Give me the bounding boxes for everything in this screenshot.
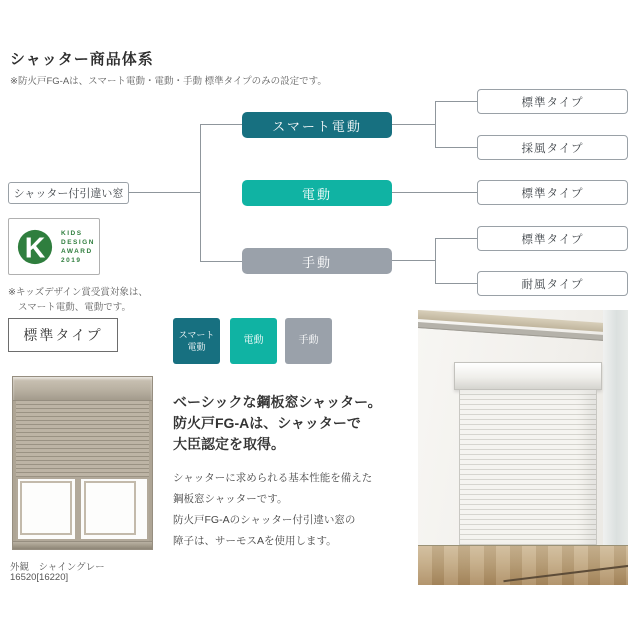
badge-electric (230, 318, 277, 364)
window-meeting-stile (75, 477, 81, 541)
body-line: シャッターに求められる基本性能を備えた (173, 472, 373, 484)
heading-line: 大臣認定を取得。 (173, 436, 285, 452)
body-line: 障子は、サーモスAを使用します。 (173, 535, 337, 547)
connector-line (435, 238, 477, 239)
diagram-root-node: シャッター付引違い窓 (8, 182, 129, 204)
diagram-branch-manual: 手動 (242, 248, 392, 274)
diagram-leaf-standard-type: 標準タイプ (477, 226, 628, 251)
standard-type-label: 標準タイプ (8, 318, 118, 352)
product-photo-shutter-window (5, 372, 160, 555)
shutter-rail-right (149, 401, 153, 547)
connector-line (200, 124, 242, 125)
shutter-box (454, 362, 602, 390)
page-title: シャッター商品体系 (10, 51, 154, 68)
award-logo-letter: K (24, 231, 46, 264)
shutter-box (12, 376, 153, 401)
product-photo-exterior (418, 310, 628, 585)
connector-line (435, 238, 436, 284)
connector-line (392, 192, 477, 193)
diagram-leaf-standard-type: 標準タイプ (477, 89, 628, 114)
body-line: 防火戸FG-Aのシャッター付引違い窓の (173, 514, 356, 526)
heading-line: ベーシックな鋼板窓シャッター。 (173, 394, 382, 410)
connector-line (435, 283, 477, 284)
connector-line (129, 192, 200, 193)
award-note-line2: スマート電動、電動です。 (18, 302, 132, 313)
heading-line: 防火戸FG-Aは、シャッターで (173, 415, 361, 431)
diagram-leaf-windresist-type: 耐風タイプ (477, 271, 628, 296)
photo-caption-size: 16520[16220] (10, 572, 69, 583)
connector-line (200, 124, 201, 262)
window-glass-strip (603, 310, 628, 553)
shutter-slats (15, 401, 150, 477)
award-logo-line: KIDS (61, 229, 83, 237)
connector-line (435, 101, 477, 102)
badge-smart-electric (173, 318, 220, 364)
window-sill (12, 541, 153, 550)
page-note: ※防火戸FG-Aは、スマート電動・電動・手動 標準タイプのみの設定です。 (10, 76, 327, 87)
photo-caption-color: 外観 シャイングレー (10, 562, 105, 573)
window-sash-left (20, 481, 72, 535)
section-body (173, 468, 372, 552)
connector-line (392, 124, 435, 125)
window-sash-right (84, 481, 136, 535)
shutter-slats (459, 390, 597, 548)
shutter-unit (12, 376, 153, 550)
connector-line (392, 260, 435, 261)
award-logo-line: 2019 (61, 256, 82, 264)
body-line: 鋼板窓シャッターです。 (173, 493, 288, 505)
section-heading (173, 392, 382, 455)
diagram-leaf-standard-type: 標準タイプ (477, 180, 628, 205)
badge-label: スマート (178, 330, 215, 340)
kids-design-award-badge (8, 218, 100, 275)
wood-deck (418, 545, 628, 585)
badge-label: 電動 (187, 342, 206, 352)
badge-label: 電動 (243, 335, 264, 346)
connector-line (200, 261, 242, 262)
award-logo-line: DESIGN (61, 238, 95, 246)
award-logo-line: AWARD (61, 247, 93, 255)
badge-label: 手動 (298, 335, 319, 346)
connector-line (435, 147, 477, 148)
diagram-branch-smart-electric: スマート電動 (242, 112, 392, 138)
connector-line (435, 101, 436, 148)
diagram-leaf-ventilation-type: 採風タイプ (477, 135, 628, 160)
award-note-line1: ※キッズデザイン賞受賞対象は、 (8, 287, 148, 298)
shutter-unit (454, 362, 602, 554)
kids-design-award-logo-icon (16, 228, 54, 266)
diagram-branch-electric: 電動 (242, 180, 392, 206)
badge-manual (285, 318, 332, 364)
award-logo-text (61, 229, 95, 265)
